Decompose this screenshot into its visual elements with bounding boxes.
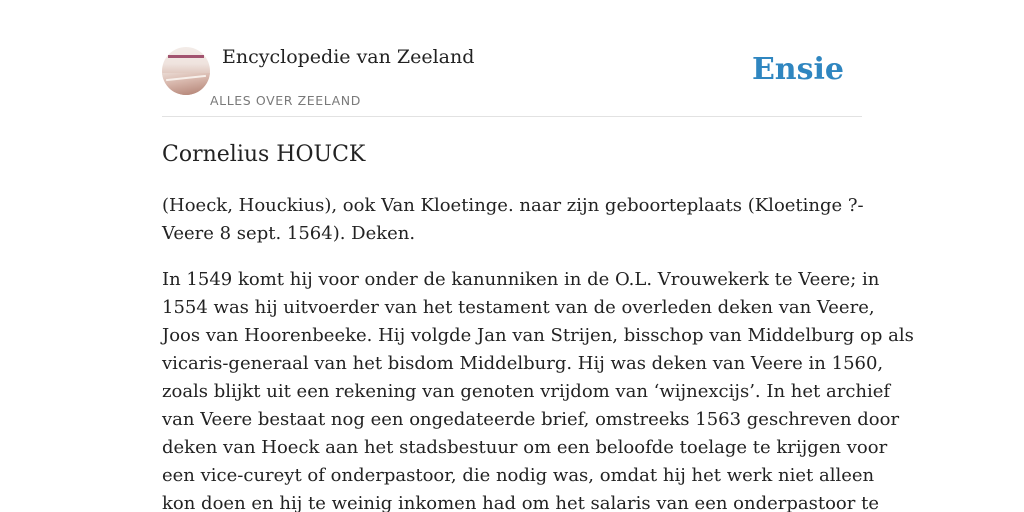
- body-paragraph: [162, 266, 914, 512]
- body-line: In 1549 komt hij voor onder de kanunniken in de O.L. Vrouwekerk te Veere; in: [162, 269, 880, 290]
- intro-paragraph: [162, 192, 862, 248]
- body-line: zoals blijkt uit een rekening van genoten vrijdom van ‘wijnexcijs’. In het archief: [162, 381, 891, 402]
- site-header: [162, 46, 862, 117]
- intro-line: Veere 8 sept. 1564). Deken.: [162, 223, 416, 244]
- body-line: van Veere bestaat nog een ongedateerde brief, omstreeks 1563 geschreven door: [162, 409, 900, 430]
- body-line: kon doen en hij te weinig inkomen had om het salaris van een onderpastoor te: [162, 493, 879, 512]
- intro-line: (Hoeck, Houckius), ook Van Kloetinge. naar zijn geboorteplaats (Kloetinge ?-: [162, 195, 864, 216]
- site-avatar-icon[interactable]: [162, 47, 210, 95]
- article-content: [162, 139, 914, 512]
- body-line: een vice-cureyt of onderpastoor, die nodig was, omdat hij het werk niet alleen: [162, 465, 875, 486]
- body-line: Joos van Hoorenbeeke. Hij volgde Jan van Strijen, bisschop van Middelburg op als: [162, 325, 914, 346]
- body-line: deken van Hoeck aan het stadsbestuur om een beloofde toelage te krijgen voor: [162, 437, 888, 458]
- avatar-shelf: [168, 55, 204, 58]
- site-title[interactable]: Encyclopedie van Zeeland: [222, 46, 475, 68]
- site-subtitle: ALLES OVER ZEELAND: [210, 93, 361, 108]
- article-title: Cornelius HOUCK: [162, 142, 366, 167]
- body-line: 1554 was hij uitvoerder van het testament van de overleden deken van Veere,: [162, 297, 875, 318]
- body-line: vicaris-generaal van het bisdom Middelburg. Hij was deken van Veere in 1560,: [162, 353, 884, 374]
- brand-logo[interactable]: Ensie: [751, 52, 844, 87]
